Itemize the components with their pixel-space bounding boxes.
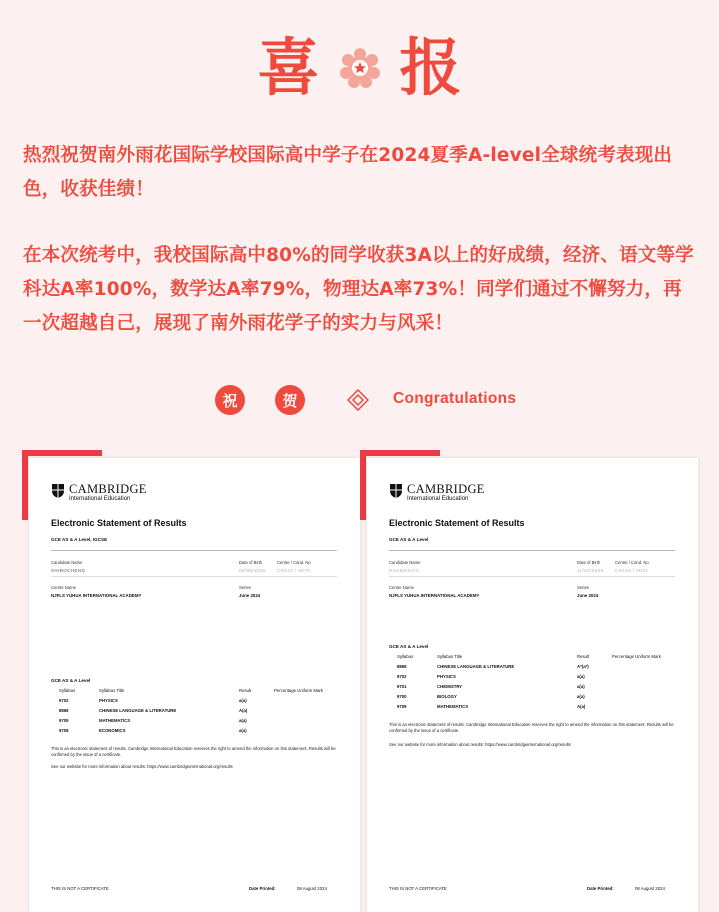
logo-line-1: CAMBRIDGE [69,482,147,496]
syllabus-title: BIOLOGY [437,694,457,699]
syllabus-title: PHYSICS [437,674,456,679]
congratulations-text: Congratulations [393,390,517,407]
grade: a(a) [577,674,585,679]
statement-heading: Electronic Statement of Results [389,518,525,528]
award-badge-icon [340,48,380,88]
shield-icon [51,483,65,499]
col-syllabus: Syllabus [59,688,76,693]
result-row [397,694,677,702]
cambridge-logo [389,483,485,503]
syllabus-code: 9700 [397,694,407,699]
divider [51,576,337,577]
result-row [397,684,677,692]
grade: A*(a*) [577,664,589,669]
syllabus-title: PHYSICS [99,698,118,703]
divider [389,576,675,577]
date-printed: 08 August 2024 [297,886,327,891]
result-row [59,708,339,716]
qualification: GCE AS & A Level [389,537,429,542]
website-note: See our website for more information about results: https://www.cambridgeinternational.org/results [389,742,571,747]
syllabus-code: 9701 [397,684,407,689]
candidate-name-label: Candidate Name [51,560,83,565]
col-title: Syllabus Title [99,688,125,693]
results-heading: GCE AS & A Level [389,644,429,649]
certificate-card-left [22,450,360,912]
title-banner [0,28,719,108]
disclaimer-note: This is an electronic statement of results. Cambridge International Education reserves the right to amend the information on this statement. Results will be confirmed by the issue of a certificate. [51,746,336,757]
col-result: Result [239,688,252,693]
dob-value: 11/02/2006 [577,568,604,573]
congrats-circle-1: 祝 [215,385,245,415]
centre-cand-value: CN123 / 0070 [277,568,311,573]
cambridge-logo [51,483,147,503]
syllabus-title: CHEMISTRY [437,684,463,689]
syllabus-title: MATHEMATICS [99,718,131,723]
congratulations-row [0,385,719,417]
grade: a(a) [239,718,247,723]
diamond-ornament-icon [347,389,369,411]
centre-name: NJFLS YUHUA INTERNATIONAL ACADEMY [51,593,142,598]
syllabus-code: 8868 [59,708,69,713]
disclaimer-note: This is an electronic statement of results. Cambridge International Education reserves the right to amend the information on this statement. Results will be confirmed by the issue of a certificate. [389,722,674,733]
col-syllabus: Syllabus [397,654,414,659]
corner-accent [22,450,28,520]
logo-line-2: International Education [69,496,131,502]
candidate-name: HUANGSIYU [389,568,420,573]
corner-accent [22,450,102,456]
statement-sheet [367,458,698,912]
detail-paragraph: 在本次统考中，我校国际高中80%的同学收获3A以上的好成绩，经济、语文等学科达A率100%，数学达A率79%，物理达A率73%！同学们通过不懈努力，再一次超越自己，展现了南外雨花学子的实力与风采！ [23,245,694,334]
syllabus-code: 9702 [59,698,69,703]
centre-name-label: Centre Name [389,585,414,590]
certificate-card-right [360,450,698,912]
grade: a(a) [577,684,585,689]
grade: a(a) [239,698,247,703]
result-row [397,674,677,682]
result-row [397,664,677,672]
syllabus-code: 9709 [397,704,407,709]
divider [389,550,675,551]
centre-cand-value: CN123 / 0042 [615,568,649,573]
shield-icon [389,483,403,499]
logo-line-1: CAMBRIDGE [407,482,485,496]
syllabus-code: 8868 [397,664,407,669]
col-pum: Percentage Uniform Mark [274,688,323,693]
syllabus-title: CHINESE LANGUAGE & LITERATURE [437,664,515,669]
statement-sheet [29,458,360,912]
title-char-1: 喜 [257,31,320,104]
syllabus-title: CHINESE LANGUAGE & LITERATURE [99,708,177,713]
statement-heading: Electronic Statement of Results [51,518,187,528]
dob-label: Date of Birth [239,560,263,565]
divider [51,550,337,551]
result-row [59,698,339,706]
col-pum: Percentage Uniform Mark [612,654,661,659]
syllabus-code: 9709 [59,718,69,723]
syllabus-title: MATHEMATICS [437,704,469,709]
centre-cand-label: Centre / Cand. No [277,560,311,565]
syllabus-code: 9708 [59,728,69,733]
date-printed-label: Date Printed: [249,886,276,891]
col-result: Result [577,654,590,659]
results-header-row [59,688,339,696]
result-row [59,718,339,726]
candidate-name: SHIBOCHENG [51,568,86,573]
grade: a(a) [239,728,247,733]
grade: a(a) [577,694,585,699]
syllabus-title: ECONOMICS [99,728,126,733]
dob-value: 05/06/2006 [239,568,266,573]
centre-cand-label: Centre / Cand. No [615,560,649,565]
corner-accent [360,450,440,456]
qualification: GCE AS & A Level, IGCSE [51,537,108,542]
logo-line-2: International Education [407,496,469,502]
title-char-2: 报 [399,31,462,104]
date-printed-label: Date Printed: [587,886,614,891]
result-row [397,704,677,712]
dob-label: Date of Birth [577,560,601,565]
not-certificate-label: THIS IS NOT A CERTIFICATE [51,886,109,891]
congrats-circle-2: 贺 [275,385,305,415]
centre-name-label: Centre Name [51,585,76,590]
results-header-row [397,654,677,662]
col-title: Syllabus Title [437,654,463,659]
grade: A(a) [239,708,248,713]
series-label: Series [577,585,589,590]
date-printed: 08 August 2024 [635,886,665,891]
centre-name: NJFLS YUHUA INTERNATIONAL ACADEMY [389,593,480,598]
result-row [59,728,339,736]
series-label: Series [239,585,251,590]
intro-paragraph: 热烈祝贺南外雨花国际学校国际高中学子在2024夏季A-level全球统考表现出色，收获佳绩！ [23,145,673,200]
not-certificate-label: THIS IS NOT A CERTIFICATE [389,886,447,891]
candidate-name-label: Candidate Name [389,560,421,565]
website-note: See our website for more information about results: https://www.cambridgeinternational.org/results [51,764,233,769]
results-heading: GCE AS & A Level [51,678,91,683]
grade: A(a) [577,704,586,709]
corner-accent [360,450,366,520]
series-value: June 2024 [239,593,261,598]
series-value: June 2024 [577,593,599,598]
syllabus-code: 9702 [397,674,407,679]
